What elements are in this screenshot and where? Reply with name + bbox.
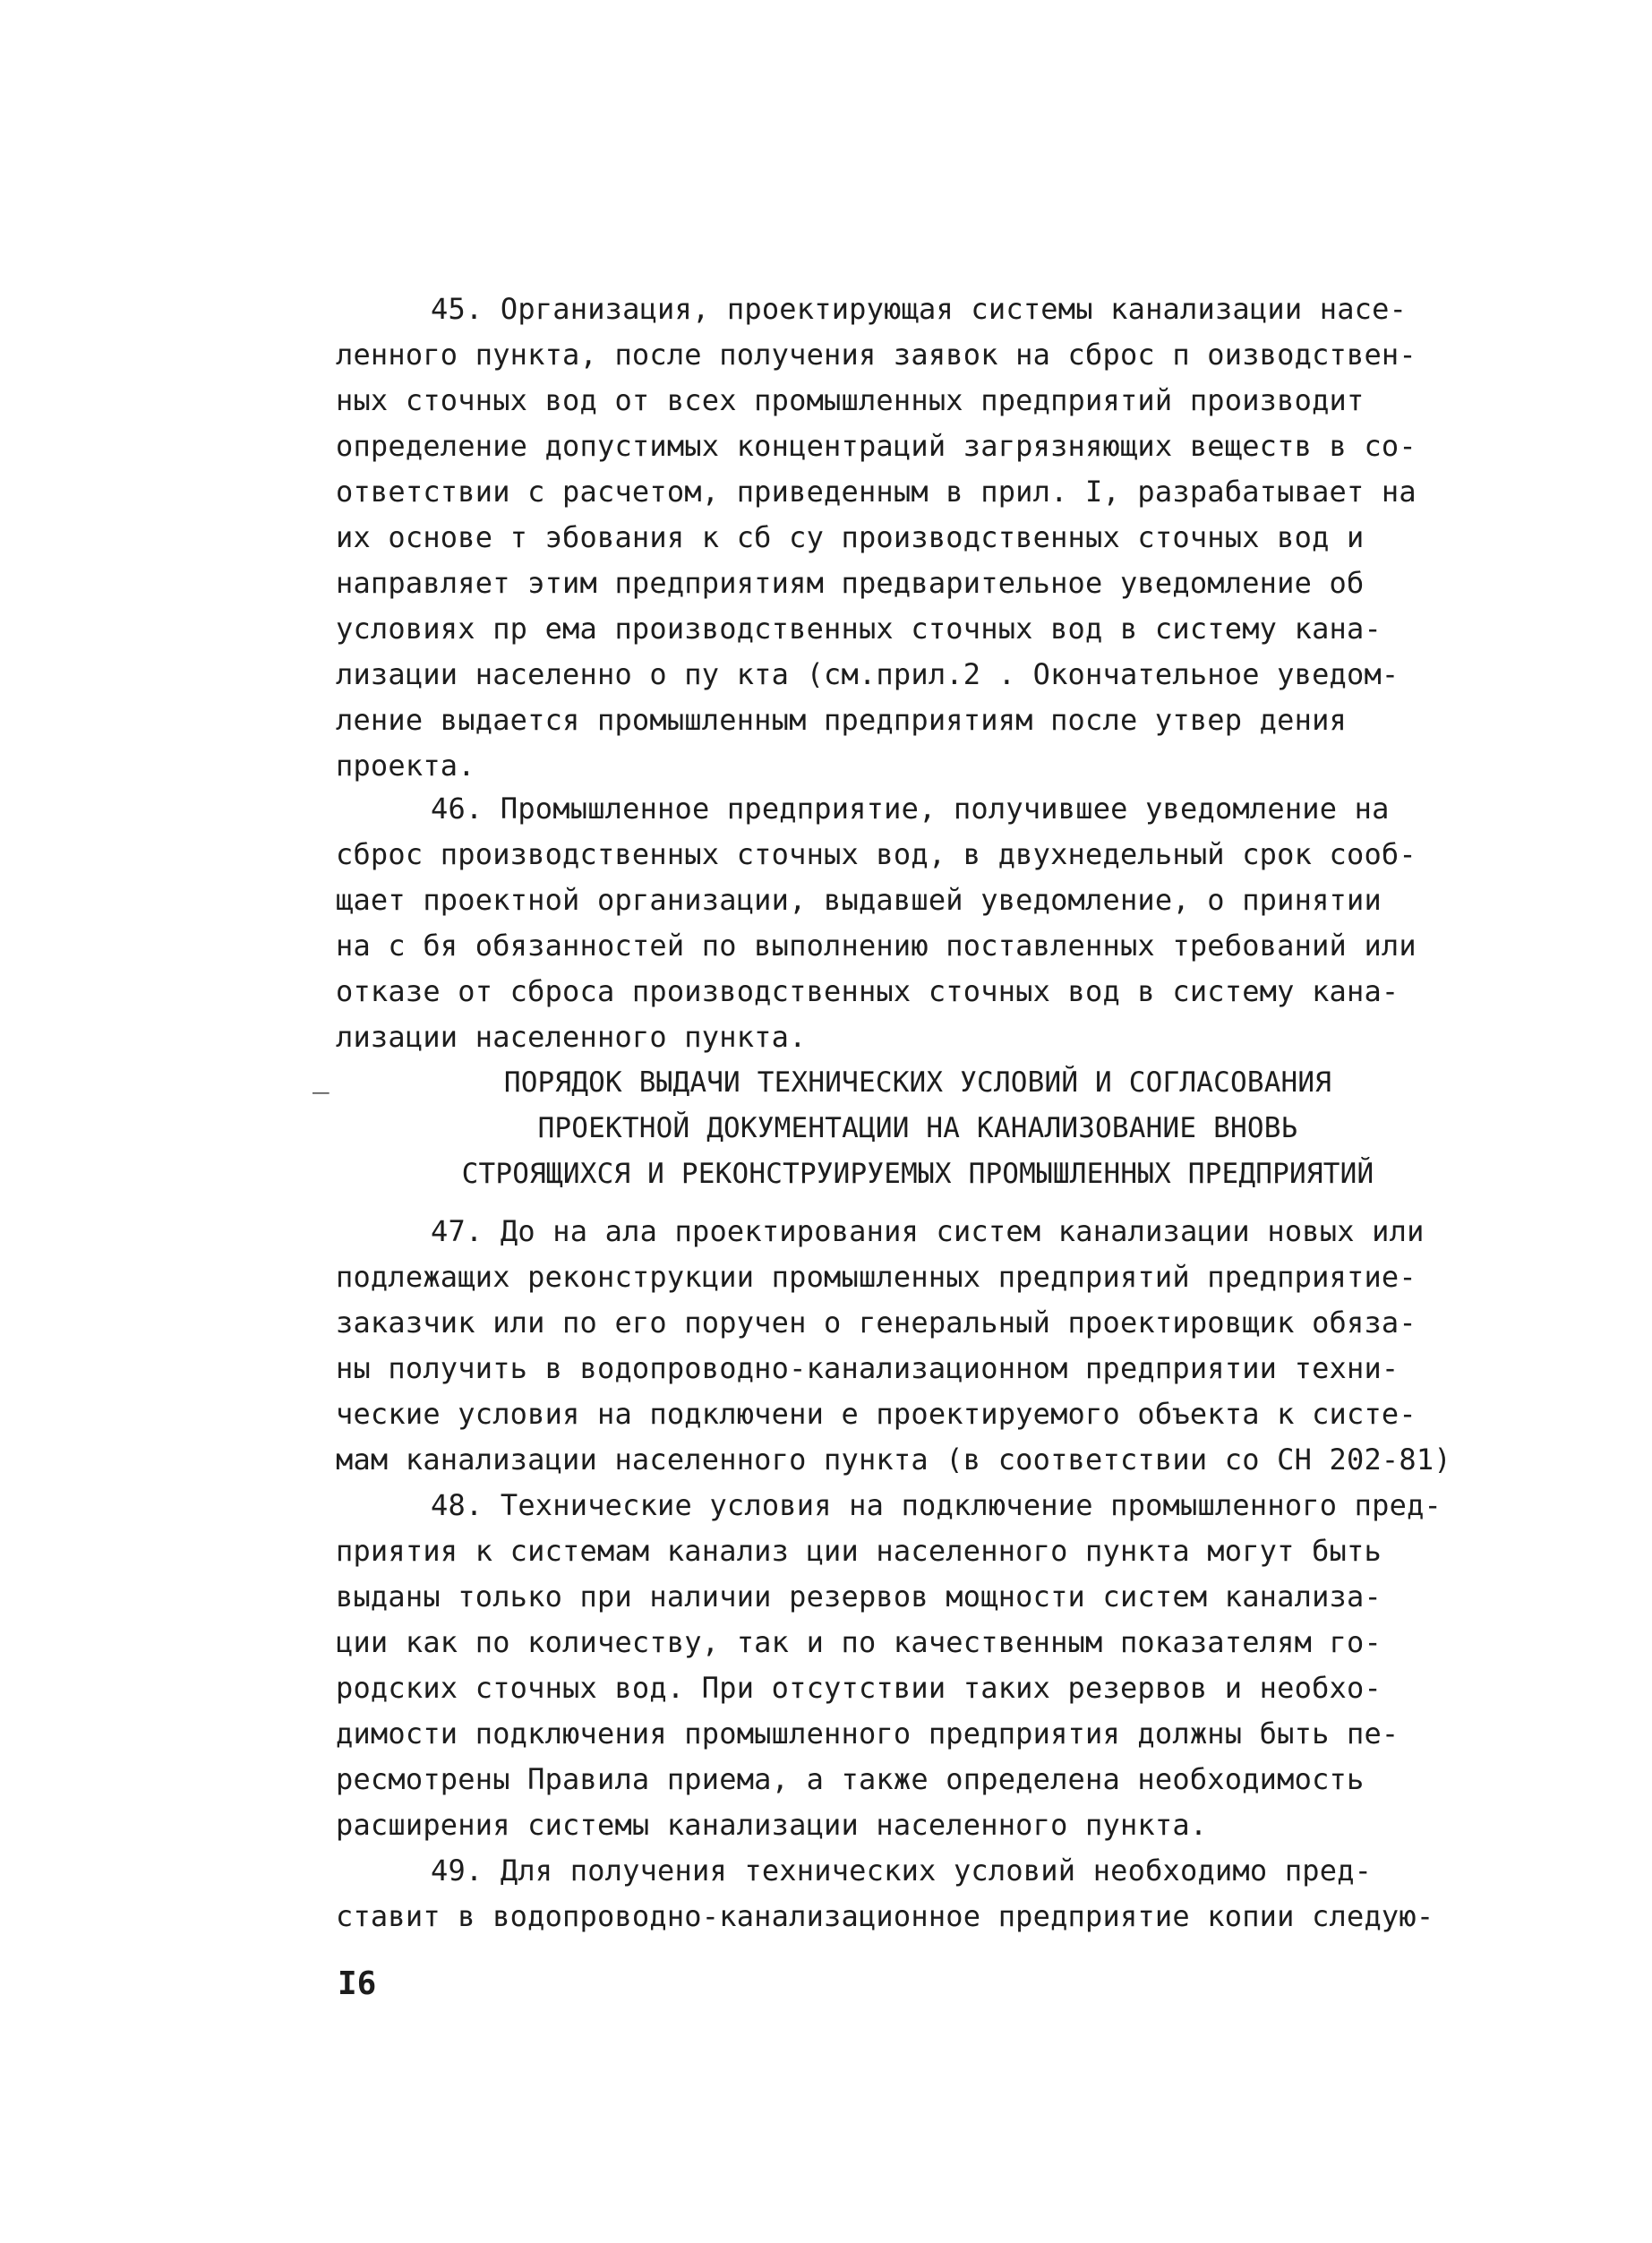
paragraph-line: на с бя обязанностей по выполнению поставленных требований или: [336, 929, 1417, 963]
paragraph-45: [336, 287, 1500, 789]
heading-dash: _: [312, 1062, 330, 1094]
paragraph-line: проекта.: [336, 749, 475, 783]
paragraph-line: 46. Промышленное предприятие, получившее уведомление на: [431, 792, 1390, 826]
paragraph-line: расширения системы канализации населенного пункта.: [336, 1808, 1208, 1842]
paragraph-line: димости подключения промышленного предприятия должны быть пе-: [336, 1716, 1399, 1751]
paragraph-line: сброс производственных сточных вод, в двухнедельный срок сооб-: [336, 837, 1417, 871]
paragraph-line: 48. Технические условия на подключение промышленного пред-: [431, 1488, 1442, 1522]
heading-line: ПОРЯДОК ВЫДАЧИ ТЕХНИЧЕСКИХ УСЛОВИЙ И СОГЛАСОВАНИЯ: [503, 1066, 1332, 1099]
paragraph-line: их основе т эбования к сб су производственных сточных вод и: [336, 520, 1365, 554]
paragraph-line: отказе от сброса производственных сточных вод в систему кана-: [336, 974, 1399, 1008]
paragraph-48: [336, 1483, 1500, 1848]
paragraph-line: подлежащих реконструкции промышленных предприятий предприятие-: [336, 1260, 1417, 1294]
paragraph-line: приятия к системам канализ ции населенного пункта могут быть: [336, 1534, 1382, 1568]
paragraph-line: условиях пр ема производственных сточных вод в систему кана-: [336, 612, 1382, 646]
paragraph-line: ленного пункта, после получения заявок на сброс п оизводствен-: [336, 338, 1417, 372]
heading-line: ПРОЕКТНОЙ ДОКУМЕНТАЦИИ НА КАНАЛИЗОВАНИЕ ВНОВЬ: [537, 1112, 1298, 1144]
paragraph-line: родских сточных вод. При отсутствии таких резервов и необхо-: [336, 1671, 1382, 1705]
paragraph-line: ческие условия на подключени е проектируемого объекта к систе-: [336, 1397, 1417, 1431]
paragraph-line: определение допустимых концентраций загрязняющих веществ в со-: [336, 429, 1417, 463]
paragraph-line: мам канализации населенного пункта (в соответствии со СН 202-81): [336, 1443, 1451, 1477]
paragraph-47: [336, 1209, 1500, 1483]
paragraph-line: ресмотрены Правила приема, а также определена необходимость: [336, 1762, 1365, 1796]
paragraph-line: направляет этим предприятиям предварительное уведомление об: [336, 566, 1365, 600]
paragraph-line: ответствии с расчетом, приведенным в прил. I, разрабатывает на: [336, 475, 1417, 509]
paragraph-line: ление выдается промышленным предприятиям после утвер дения: [336, 703, 1348, 737]
paragraph-line: щает проектной организации, выдавшей уведомление, о принятии: [336, 883, 1382, 917]
paragraph-line: выданы только при наличии резервов мощности систем канализа-: [336, 1580, 1382, 1614]
paragraph-49: [336, 1848, 1500, 1939]
paragraph-line: 47. До на ала проектирования систем канализации новых или: [431, 1214, 1425, 1248]
paragraph-line: лизации населенного пункта.: [336, 1020, 807, 1054]
paragraph-line: ны получить в водопроводно-канализационном предприятии техни-: [336, 1351, 1399, 1385]
paragraph-line: заказчик или по его поручен о генеральный проектировщик обяза-: [336, 1306, 1417, 1340]
paragraph-line: 45. Организация, проектирующая системы канализации насе-: [431, 292, 1408, 326]
paragraph-46: [336, 786, 1500, 1060]
paragraph-line: ставит в водопроводно-канализационное предприятие копии следую-: [336, 1899, 1434, 1933]
paragraph-line: лизации населенно о пу кта (см.прил.2 . Окончательное уведом-: [336, 657, 1399, 691]
heading-line: СТРОЯЩИХСЯ И РЕКОНСТРУИРУЕМЫХ ПРОМЫШЛЕННЫХ ПРЕДПРИЯТИЙ: [461, 1158, 1374, 1190]
page-number: I6: [338, 1965, 377, 2002]
paragraph-line: ных сточных вод от всех промышленных предприятий производит: [336, 383, 1365, 417]
paragraph-line: ции как по количеству, так и по качественным показателям го-: [336, 1625, 1382, 1659]
paragraph-line: 49. Для получения технических условий необходимо пред-: [431, 1853, 1373, 1888]
section-heading: [312, 1060, 1500, 1197]
